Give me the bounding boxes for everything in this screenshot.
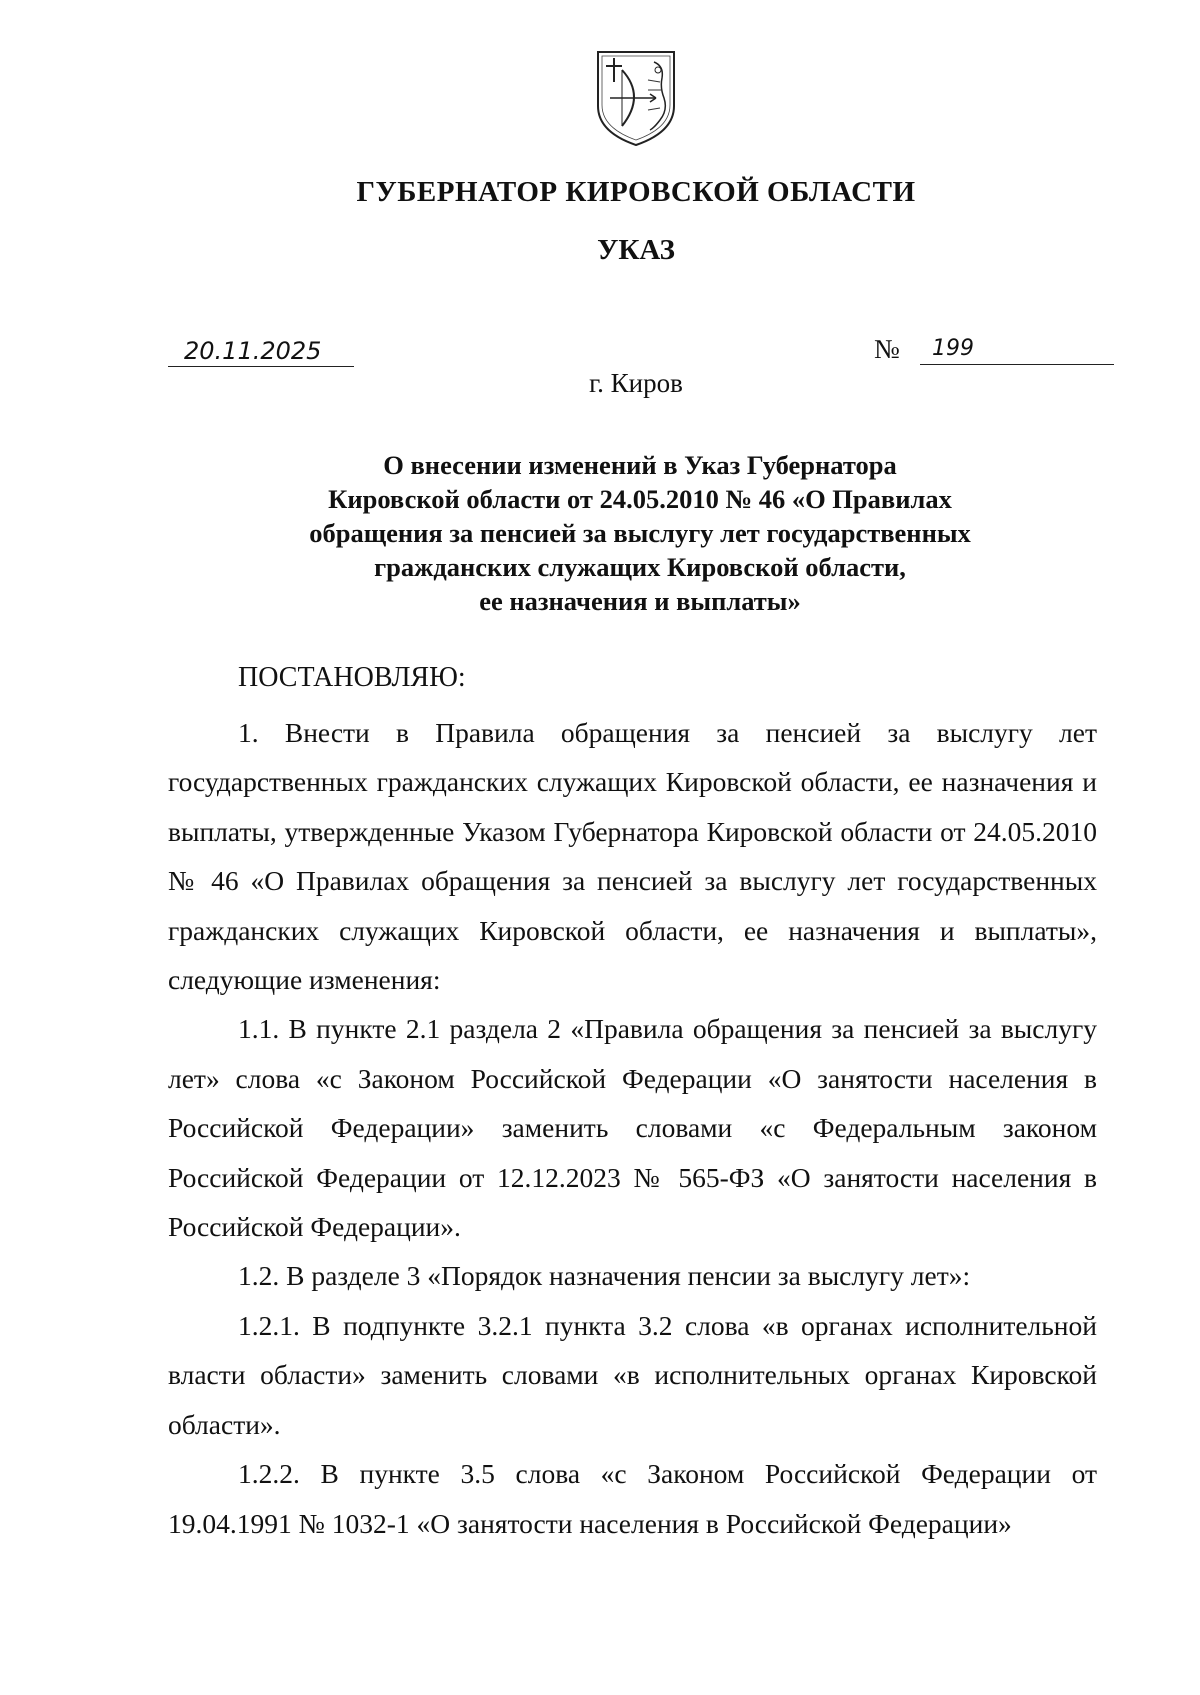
body-paragraph: 1.2. В разделе 3 «Порядок назначения пенсии за выслугу лет»:	[238, 1260, 971, 1292]
coat-of-arms-icon	[592, 48, 680, 148]
city-of-issue: г. Киров	[589, 368, 683, 398]
subject-line: ее назначения и выплаты»	[479, 586, 801, 616]
document-subject-title	[240, 448, 1040, 618]
document-body	[168, 708, 1097, 1548]
subject-line: О внесении изменений в Указ Губернатора	[383, 450, 897, 480]
document-number-block	[874, 332, 1114, 366]
subject-line: обращения за пенсией за выслугу лет государственных	[309, 518, 971, 548]
number-sign: №	[874, 334, 900, 364]
body-paragraph: 1.2.1. В подпункте 3.2.1 пункта 3.2 слова «в органах исполнительной власти области» заменить словами «в исполнительных органах Кировской области».	[168, 1309, 1097, 1440]
body-paragraph: 1.2.2. В пункте 3.5 слова «с Законом Российской Федерации от 19.04.1991 № 1032-1 «О занятости населения в Российской Федерации»	[168, 1458, 1097, 1539]
issuing-authority-heading: ГУБЕРНАТОР КИРОВСКОЙ ОБЛАСТИ	[356, 176, 916, 208]
document-type-heading: УКАЗ	[597, 234, 675, 266]
document-number: 199	[920, 334, 1114, 365]
decree-word: ПОСТАНОВЛЯЮ:	[238, 662, 466, 693]
subject-line: гражданских служащих Кировской области,	[374, 552, 906, 582]
subject-line: Кировской области от 24.05.2010 № 46 «О Правилах	[328, 484, 952, 514]
body-paragraph: 1.1. В пункте 2.1 раздела 2 «Правила обращения за пенсией за выслугу лет» слова «с Законом Российской Федерации «О занятости населения в Российской Федерации» заменить словами «с Федеральным законом Российской Федерации от 12.12.2023 № 565-ФЗ «О занятости населения в Российской Федерации».	[168, 1013, 1097, 1243]
body-paragraph: 1. Внести в Правила обращения за пенсией за выслугу лет государственных гражданских служащих Кировской области, ее назначения и выплаты, утвержденные Указом Губернатора Кировской области от 24.05.2010 № 46 «О Правилах обращения за пенсией за выслугу лет государственных гражданских служащих Кировской области, ее назначения и выплаты», следующие изменения:	[168, 717, 1097, 996]
document-date: 20.11.2025	[168, 336, 354, 367]
